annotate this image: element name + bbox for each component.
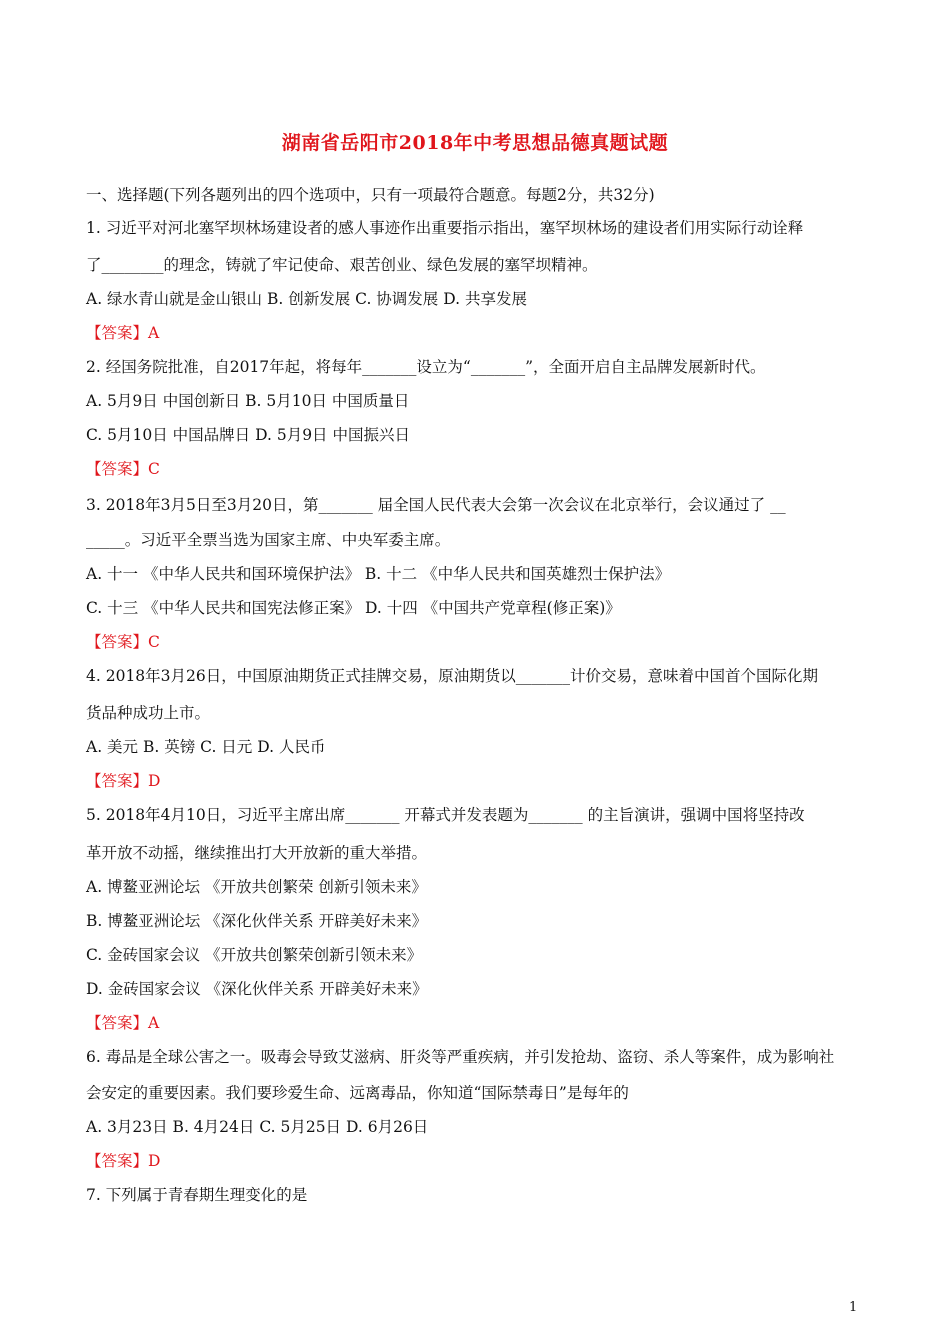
question-4-line-1: 4. 2018年3月26日，中国原油期货正式挂牌交易，原油期货以_______计价交易，意味着中国首个国际化期: [86, 667, 818, 685]
question-2-answer: 【答案】C: [86, 460, 160, 478]
question-5-line-1: 5. 2018年4月10日，习近平主席出席_______ 开幕式并发表题为_______ 的主旨演讲，强调中国将坚持改: [86, 806, 805, 824]
question-1-line-2: 了________的理念，铸就了牢记使命、艰苦创业、绿色发展的塞罕坝精神。: [86, 256, 598, 274]
question-6-line-2: 会安定的重要因素。我们要珍爱生命、远离毒品，你知道“国际禁毒日”是每年的: [86, 1084, 629, 1102]
question-7-line-1: 7. 下列属于青春期生理变化的是: [86, 1186, 308, 1204]
question-5-option-a: A. 博鳌亚洲论坛 《开放共创繁荣 创新引领未来》: [86, 878, 427, 896]
question-1-options: A. 绿水青山就是金山银山 B. 创新发展 C. 协调发展 D. 共享发展: [86, 290, 527, 308]
question-3-options-1: A. 十一 《中华人民共和国环境保护法》 B. 十二 《中华人民共和国英雄烈士保护法》: [86, 565, 671, 583]
section-heading: 一、选择题(下列各题列出的四个选项中，只有一项最符合题意。每题2分，共32分): [86, 186, 655, 204]
question-3-answer: 【答案】C: [86, 633, 160, 651]
question-4-line-2: 货品种成功上市。: [86, 704, 211, 722]
question-2-options-2: C. 5月10日 中国品牌日 D. 5月9日 中国振兴日: [86, 426, 410, 444]
question-4-answer: 【答案】D: [86, 772, 161, 790]
question-4-options: A. 美元 B. 英镑 C. 日元 D. 人民币: [86, 738, 326, 756]
question-6-line-1: 6. 毒品是全球公害之一。吸毒会导致艾滋病、肝炎等严重疾病，并引发抢劫、盗窃、杀人等案件，成为影响社: [86, 1048, 835, 1066]
page-number: 1: [849, 1300, 858, 1315]
question-5-option-b: B. 博鳌亚洲论坛 《深化伙伴关系 开辟美好未来》: [86, 912, 428, 930]
question-6-answer: 【答案】D: [86, 1152, 161, 1170]
question-5-option-d: D. 金砖国家会议 《深化伙伴关系 开辟美好未来》: [86, 980, 428, 998]
page-title: 湖南省岳阳市2018年中考思想品德真题试题: [281, 132, 669, 154]
question-1-line-1: 1. 习近平对河北塞罕坝林场建设者的感人事迹作出重要指示指出，塞罕坝林场的建设者们用实际行动诠释: [86, 219, 804, 237]
question-6-options: A. 3月23日 B. 4月24日 C. 5月25日 D. 6月26日: [86, 1118, 429, 1136]
question-2-options-1: A. 5月9日 中国创新日 B. 5月10日 中国质量日: [86, 392, 410, 410]
question-5-option-c: C. 金砖国家会议 《开放共创繁荣创新引领未来》: [86, 946, 423, 964]
question-3-line-1: 3. 2018年3月5日至3月20日，第_______ 届全国人民代表大会第一次会议在北京举行，会议通过了 __: [86, 496, 786, 514]
question-3-options-2: C. 十三 《中华人民共和国宪法修正案》 D. 十四 《中国共产党章程(修正案)》: [86, 599, 621, 617]
question-1-answer: 【答案】A: [86, 324, 160, 342]
question-5-line-2: 革开放不动摇，继续推出打大开放新的重大举措。: [86, 844, 428, 862]
question-2-line-1: 2. 经国务院批准，自2017年起，将每年_______设立为“_______”，全面开启自主品牌发展新时代。: [86, 358, 766, 376]
question-3-line-2: _____。习近平全票当选为国家主席、中央军委主席。: [86, 531, 451, 549]
question-5-answer: 【答案】A: [86, 1014, 160, 1032]
